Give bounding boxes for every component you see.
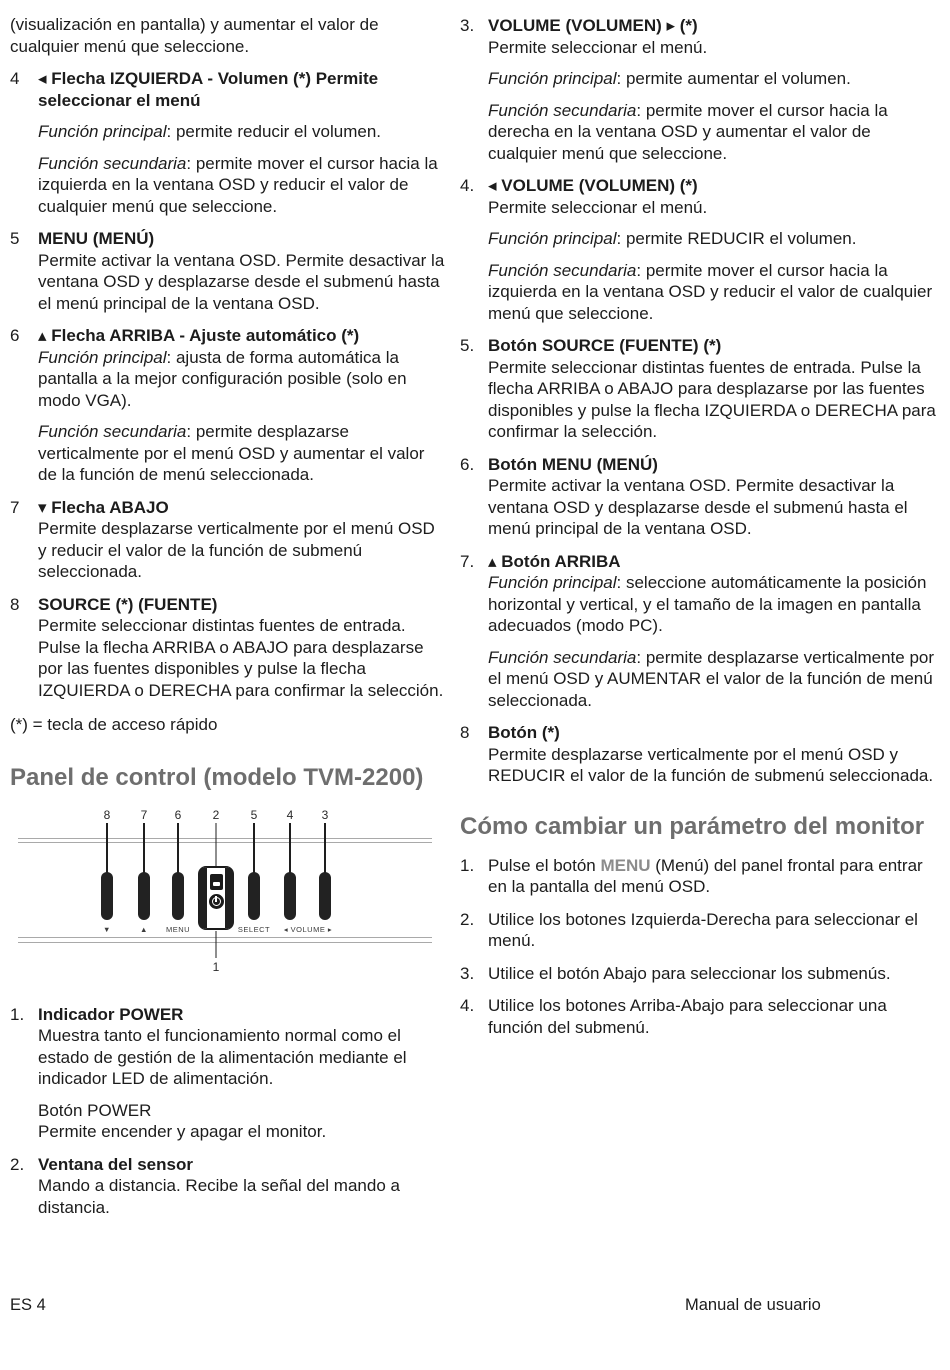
callout-leader xyxy=(324,823,326,873)
panel-button-menu xyxy=(172,872,184,920)
item-title: Indicador POWER xyxy=(38,1004,184,1024)
panel-label-menu: MENU xyxy=(165,924,191,934)
paragraph: Permite activar la ventana OSD. Permite desactivar la ventana OSD y desplazarse desde el submenú hasta el menú principal de la ventana OSD. xyxy=(488,476,908,538)
item-8-left xyxy=(10,594,448,702)
item-2-left xyxy=(10,1154,448,1219)
step-number: 1. xyxy=(460,855,475,875)
callout-leader xyxy=(216,931,217,958)
sub-title: Botón POWER xyxy=(38,1100,152,1120)
function-lead: Función secundaria xyxy=(488,100,637,120)
item-number: 4. xyxy=(460,176,475,195)
step-number: 4. xyxy=(460,996,475,1015)
step-body xyxy=(488,909,940,952)
item-4-right xyxy=(460,175,940,324)
item-title: ▴ Flecha ARRIBA - Ajuste automático (*) xyxy=(38,326,360,345)
paragraph xyxy=(488,260,940,325)
item-body xyxy=(488,454,940,540)
callout-number-8: 8 xyxy=(103,807,111,822)
item-body xyxy=(38,1154,448,1219)
function-rest: : permite mover el cursor hacia la izquierda en la ventana OSD y reducir el valor de cualquier menú que seleccione. xyxy=(488,260,933,323)
step-number: 2. xyxy=(460,909,475,929)
panel-button-volume-up xyxy=(319,872,331,920)
callout-number-7: 7 xyxy=(140,807,148,822)
item-title: ▴ Botón ARRIBA xyxy=(488,551,621,571)
item-body xyxy=(38,594,448,702)
item-title: Ventana del sensor xyxy=(38,1154,193,1174)
paragraph: Mando a distancia. Recibe la señal del mando a distancia. xyxy=(38,1176,400,1217)
item-4-left xyxy=(10,68,448,217)
item-number: 6 xyxy=(10,326,20,345)
item-body xyxy=(38,228,448,314)
item-body xyxy=(488,551,940,712)
step-body xyxy=(488,995,940,1038)
function-rest: : permite reducir el volumen. xyxy=(166,122,381,141)
item-title: VOLUME (VOLUMEN) ▸ (*) xyxy=(488,16,698,35)
paragraph xyxy=(488,572,940,637)
item-1-left xyxy=(10,1004,448,1143)
panel-button-down xyxy=(101,872,113,920)
item-3-right xyxy=(460,15,940,164)
paragraph: Permite desplazarse verticalmente por el menú OSD y REDUCIR el valor de la función de submenú seleccionada. xyxy=(488,744,934,785)
item-6-left xyxy=(10,325,448,486)
footer-page-number: ES 4 xyxy=(10,1296,46,1314)
function-lead: Función secundaria xyxy=(38,153,187,173)
step-number: 3. xyxy=(460,963,475,983)
callout-number-3: 3 xyxy=(321,807,329,822)
item-number: 8 xyxy=(460,723,470,742)
function-lead: Función secundaria xyxy=(488,260,637,280)
item-body xyxy=(38,325,448,486)
function-rest: : permite mover el cursor hacia la izquierda en la ventana OSD y reducir el valor de cualquier menú que seleccione. xyxy=(38,153,438,216)
power-sensor-unit xyxy=(198,866,234,930)
paragraph xyxy=(38,121,448,143)
panel-label-volume: ◂ VOLUME ▸ xyxy=(283,924,333,934)
paragraph xyxy=(38,421,448,486)
item-8-right xyxy=(460,722,940,787)
panel-label-down: ▼ xyxy=(103,924,111,934)
item-number: 4 xyxy=(10,69,20,88)
paragraph: Permite seleccionar distintas fuentes de entrada. Pulse la flecha ARRIBA o ABAJO para desplazarse por las fuentes disponibles y pulse la flecha IZQUIERDA o DERECHA para confirmar la selección. xyxy=(38,616,444,700)
function-lead: Función principal xyxy=(488,229,617,248)
item-number: 5 xyxy=(10,229,20,248)
paragraph xyxy=(488,855,940,898)
item-6-right xyxy=(460,454,940,540)
function-lead: Función secundaria xyxy=(488,647,637,667)
callout-leader xyxy=(216,823,217,867)
paragraph xyxy=(488,68,940,90)
function-rest: : permite mover el cursor hacia la derecha en la ventana OSD y aumentar el valor de cualquier menú que seleccione. xyxy=(488,100,888,163)
item-title: SOURCE (*) (FUENTE) xyxy=(38,594,218,614)
callout-number-4: 4 xyxy=(286,807,294,822)
paragraph: Permite activar la ventana OSD. Permite desactivar la ventana OSD y desplazarse desde el submenú hasta el menú principal de la ventana OSD. xyxy=(38,250,445,313)
function-lead: Función principal xyxy=(488,69,617,88)
item-title: Botón MENU (MENÚ) xyxy=(488,454,658,474)
item-number: 7 xyxy=(10,497,20,517)
paragraph: Permite desplazarse verticalmente por el menú OSD y reducir el valor de la función de submenú seleccionada. xyxy=(38,519,435,581)
item-number: 6. xyxy=(460,454,475,474)
callout-leader xyxy=(289,823,291,873)
item-title: ◂ VOLUME (VOLUMEN) (*) xyxy=(488,176,698,195)
ir-sensor-icon xyxy=(210,874,223,890)
step-text-pre: Pulse el botón xyxy=(488,855,601,875)
item-number: 2. xyxy=(10,1154,25,1174)
function-rest: : permite desplazarse verticalmente por el menú OSD y aumentar el valor de la función de menú seleccionada. xyxy=(38,422,425,484)
item-5-right xyxy=(460,335,940,443)
step-3 xyxy=(460,963,940,985)
item-title: ▾ Flecha ABAJO xyxy=(38,497,169,517)
item-number: 8 xyxy=(10,594,20,614)
function-rest: : seleccione automáticamente la posición horizontal y vertical, y el tamaño de la imagen en pantalla adecuados (modo PC). xyxy=(488,573,927,635)
intro-paragraph: (visualización en pantalla) y aumentar el valor de cualquier menú que seleccione. xyxy=(10,15,379,56)
control-panel-diagram xyxy=(10,806,448,982)
section-heading-change-parameter: Cómo cambiar un parámetro del monitor xyxy=(460,812,925,840)
panel-top-line xyxy=(18,838,432,839)
paragraph: Utilice el botón Abajo para seleccionar los submenús. xyxy=(488,963,891,983)
item-7-right xyxy=(460,551,940,712)
step-body xyxy=(488,963,940,985)
callout-number-6: 6 xyxy=(174,807,182,822)
callout-leader xyxy=(253,823,255,873)
step-text-post: (Menú) del panel frontal para entrar en la pantalla del menú OSD. xyxy=(488,855,923,896)
paragraph xyxy=(488,228,940,250)
callout-leader xyxy=(143,823,145,873)
step-2 xyxy=(460,909,940,952)
step-body xyxy=(488,855,940,898)
paragraph xyxy=(488,647,940,712)
callout-number-1: 1 xyxy=(212,959,220,974)
panel-label-select: SELECT xyxy=(237,924,271,934)
panel-label-up: ▲ xyxy=(140,924,148,934)
item-title: ◂ Flecha IZQUIERDA - Volumen (*) Permite seleccionar el menú xyxy=(38,69,379,110)
function-rest: : permite REDUCIR el volumen. xyxy=(616,229,857,248)
paragraph: Permite seleccionar el menú. xyxy=(488,197,708,217)
paragraph xyxy=(38,347,448,412)
panel-button-up xyxy=(138,872,150,920)
power-button-icon xyxy=(209,894,224,909)
step-1 xyxy=(460,855,940,898)
item-body xyxy=(488,175,940,324)
function-rest: : permite desplazarse verticalmente por el menú OSD y AUMENTAR el valor de la función de menú seleccionada. xyxy=(488,647,935,710)
left-column xyxy=(10,14,448,1218)
paragraph: Permite encender y apagar el monitor. xyxy=(38,1122,327,1141)
paragraph: Utilice los botones Arriba-Abajo para seleccionar una función del submenú. xyxy=(488,996,887,1037)
section-heading-control-panel: Panel de control (modelo TVM-2200) xyxy=(10,763,424,791)
panel-button-select xyxy=(248,872,260,920)
item-number: 1. xyxy=(10,1004,25,1024)
function-rest: : ajusta de forma automática la pantalla a la mejor configuración posible (solo en modo VGA). xyxy=(38,347,407,410)
panel-top-line xyxy=(18,842,432,843)
item-5-left xyxy=(10,228,448,314)
paragraph: Muestra tanto el funcionamiento normal como el estado de gestión de la alimentación mediante el indicador LED de alimentación. xyxy=(38,1026,407,1088)
paragraph: Permite seleccionar distintas fuentes de entrada. Pulse la flecha ARRIBA o ABAJO para desplazarse por las fuentes disponibles y pulse la flecha IZQUIERDA o DERECHA para confirmar la selección. xyxy=(488,357,936,441)
paragraph xyxy=(488,100,940,165)
item-body xyxy=(38,1004,448,1143)
step-4 xyxy=(460,995,940,1038)
item-body xyxy=(38,497,448,583)
paragraph: Permite seleccionar el menú. xyxy=(488,37,708,57)
hotkey-note: (*) = tecla de acceso rápido xyxy=(10,715,218,734)
menu-highlight: MENU xyxy=(600,855,651,875)
function-lead: Función principal xyxy=(38,347,167,367)
item-title: Botón (*) xyxy=(488,723,560,742)
item-body xyxy=(38,68,448,217)
callout-leader xyxy=(177,823,179,873)
paragraph xyxy=(38,153,448,218)
panel-bottom-line xyxy=(18,937,432,938)
callout-number-5: 5 xyxy=(250,807,258,822)
item-body xyxy=(488,335,940,443)
right-column xyxy=(460,15,940,1038)
function-lead: Función principal xyxy=(38,122,167,141)
callout-number-2: 2 xyxy=(212,807,220,822)
item-title: MENU (MENÚ) xyxy=(38,229,155,248)
panel-bottom-line xyxy=(18,942,432,943)
item-number: 5. xyxy=(460,336,475,355)
paragraph: Utilice los botones Izquierda-Derecha para seleccionar el menú. xyxy=(488,909,918,950)
item-title: Botón SOURCE (FUENTE) (*) xyxy=(488,336,722,355)
item-body xyxy=(488,722,940,787)
function-lead: Función secundaria xyxy=(38,422,187,441)
item-number: 3. xyxy=(460,16,475,35)
item-number: 7. xyxy=(460,551,475,571)
panel-button-volume-down xyxy=(284,872,296,920)
function-rest: : permite aumentar el volumen. xyxy=(616,69,851,88)
callout-leader xyxy=(106,823,108,873)
item-body xyxy=(488,15,940,164)
item-7-left xyxy=(10,497,448,583)
function-lead: Función principal xyxy=(488,573,617,592)
footer-document-title: Manual de usuario xyxy=(685,1296,821,1314)
